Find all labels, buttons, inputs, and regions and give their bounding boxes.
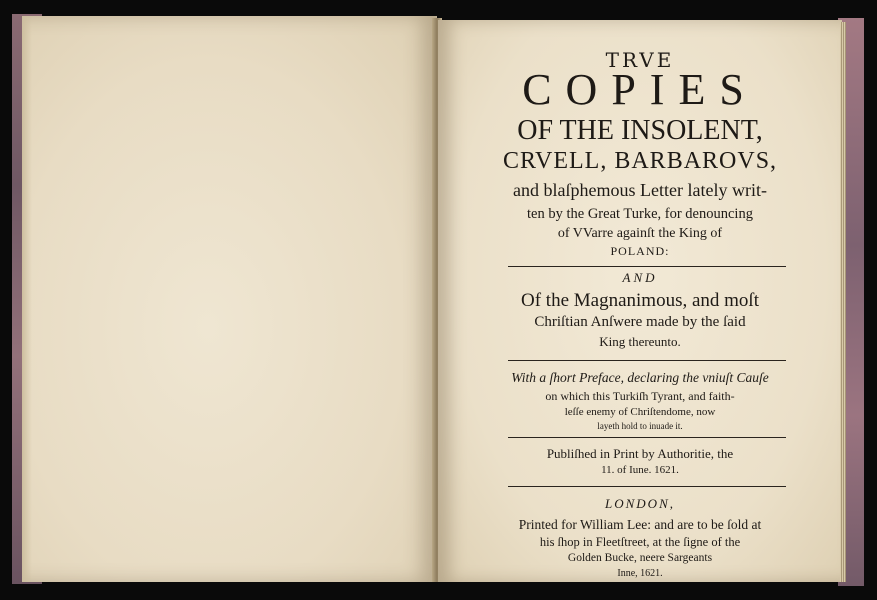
preface-line-3: leſſe enemy of Chriſtendome, now [564,406,716,418]
and-label: AND [622,270,658,285]
title-line-1: TRVE [605,48,675,72]
answer-line-3: King thereunto. [599,334,681,349]
imprint-place: LONDON, [605,496,675,511]
title-line-6: ten by the Great Turke, for denouncing [527,206,753,222]
imprint-line-1: Printed for William Lee: and are to be ſold at [518,517,762,532]
preface-line-4: layeth hold to inuade it. [597,421,683,431]
title-line-8: POLAND: [610,244,670,258]
title-line-5: and blaſphemous Letter lately writ- [513,180,767,200]
title-page [438,20,842,582]
title-line-4: CRVELL, BARBAROVS, [502,148,778,174]
imprint-line-4: Inne, 1621. [617,568,663,579]
answer-line-1: Of the Magnanimous, and moſt [521,290,759,311]
imprint-line-2: his ſhop in Fleetſtreet, at the ſigne of the [539,535,741,549]
title-line-3: OF THE INSOLENT, [517,115,763,146]
divider-rule [508,266,786,267]
title-line-2: COPIES [522,65,758,114]
blank-left-page [22,16,436,582]
divider-rule [508,437,786,438]
preface-line-2: on which this Turkiſh Tyrant, and faith- [545,389,735,403]
published-line-1: Publiſhed in Print by Authoritie, the [546,446,734,461]
page-stack-edge [840,22,846,582]
imprint-line-3: Golden Bucke, neere Sargeants [567,552,713,564]
preface-line-1: With a ſhort Preface, declaring the vniuſt Cauſe [511,370,769,385]
divider-rule [508,486,786,487]
divider-rule [508,360,786,361]
published-line-2: 11. of Iune. 1621. [601,464,679,476]
answer-line-2: Chriſtian Anſwere made by the ſaid [534,314,746,330]
page-edge [22,16,32,582]
title-line-7: of VVarre againſt the King of [557,226,723,241]
